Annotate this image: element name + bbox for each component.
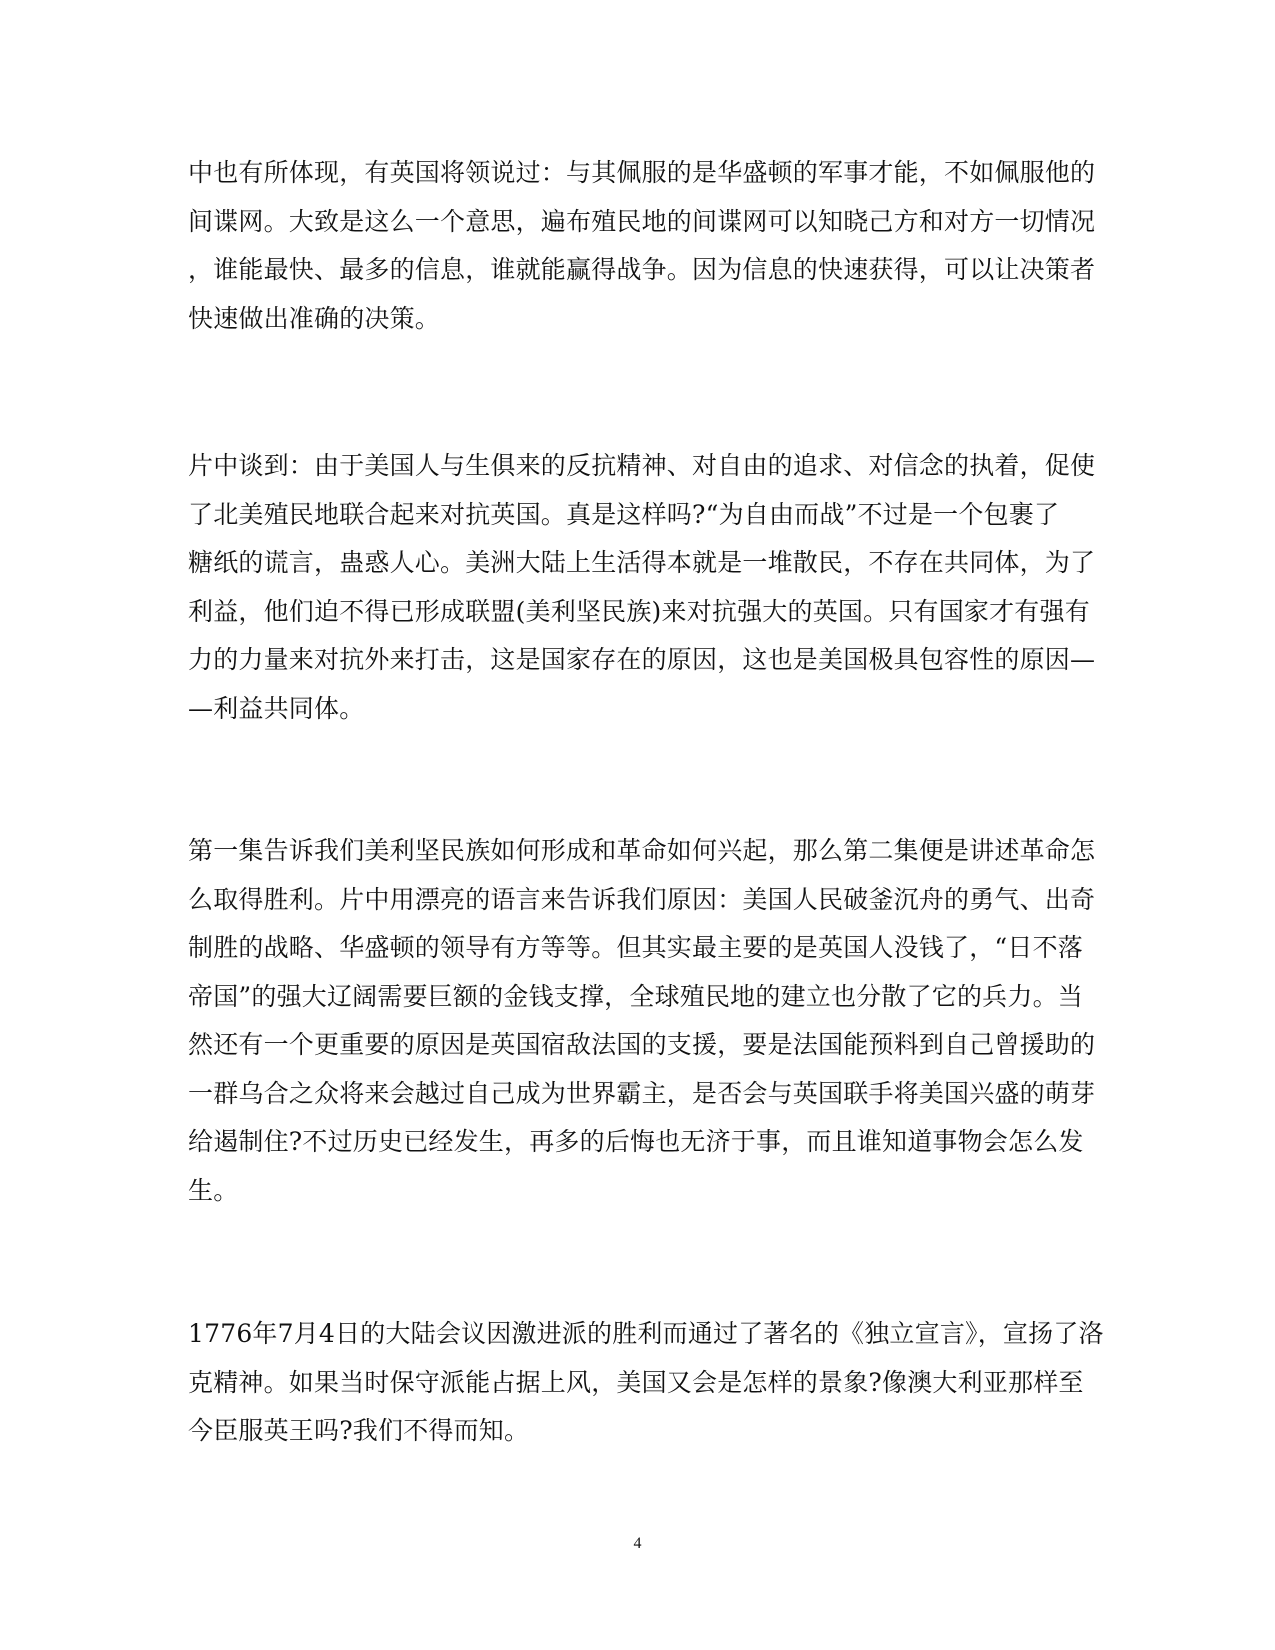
text-line: 克精神。如果当时保守派能占据上风，美国又会是怎样的景象?像澳大利亚那样至 xyxy=(188,1367,1084,1397)
text-line: 间谍网。大致是这么一个意思，遍布殖民地的间谍网可以知晓己方和对方一切情况 xyxy=(188,206,1096,236)
text-line: 中也有所体现，有英国将领说过：与其佩服的是华盛顿的军事才能，不如佩服他的 xyxy=(188,158,1096,187)
text-line: 糖纸的谎言，蛊惑人心。美洲大陆上生活得本就是一堆散民，不存在共同体，为了 xyxy=(188,548,1096,577)
text-line: —利益共同体。 xyxy=(188,693,365,723)
paragraph-1 xyxy=(188,149,1096,343)
paragraph-4 xyxy=(188,1310,1104,1456)
text-line: 1776年7月4日的大陆会议因激进派的胜利而通过了著名的《独立宣言》，宣扬了洛 xyxy=(188,1319,1104,1348)
text-line: 快速做出准确的决策。 xyxy=(188,303,441,333)
text-line: 力的力量来对抗外来打击，这是国家存在的原因，这也是美国极具包容性的原因— xyxy=(188,645,1096,674)
text-line: 帝国”的强大辽阔需要巨额的金钱支撑，全球殖民地的建立也分散了它的兵力。当 xyxy=(188,981,1083,1011)
text-line: 利益，他们迫不得已形成联盟(美利坚民族)来对抗强大的英国。只有国家才有强有 xyxy=(188,596,1090,626)
paragraph-3 xyxy=(188,827,1096,1215)
text-line: ，谁能最快、最多的信息，谁就能赢得战争。因为信息的快速获得，可以让决策者 xyxy=(188,255,1096,284)
text-line: 了北美殖民地联合起来对抗英国。真是这样吗?“为自由而战”不过是一个包裹了 xyxy=(188,499,1060,529)
text-line: 给遏制住?不过历史已经发生，再多的后悔也无济于事，而且谁知道事物会怎么发 xyxy=(188,1127,1084,1156)
text-line: 今臣服英王吗?我们不得而知。 xyxy=(188,1416,530,1445)
text-line: 生。 xyxy=(188,1175,239,1205)
paragraph-2 xyxy=(188,442,1096,733)
page-number: 4 xyxy=(633,1535,642,1552)
text-line: 片中谈到：由于美国人与生俱来的反抗精神、对自由的追求、对信念的执着，促使 xyxy=(188,451,1096,480)
text-line: 么取得胜利。片中用漂亮的语言来告诉我们原因：美国人民破釜沉舟的勇气、出奇 xyxy=(188,884,1096,914)
text-line: 然还有一个更重要的原因是英国宿敌法国的支援，要是法国能预料到自己曾援助的 xyxy=(188,1030,1096,1059)
text-line: 一群乌合之众将来会越过自己成为世界霸主，是否会与英国联手将美国兴盛的萌芽 xyxy=(188,1078,1096,1108)
text-line: 制胜的战略、华盛顿的领导有方等等。但其实最主要的是英国人没钱了，“日不落 xyxy=(188,933,1083,962)
text-line: 第一集告诉我们美利坚民族如何形成和革命如何兴起，那么第二集便是讲述革命怎 xyxy=(188,836,1096,865)
